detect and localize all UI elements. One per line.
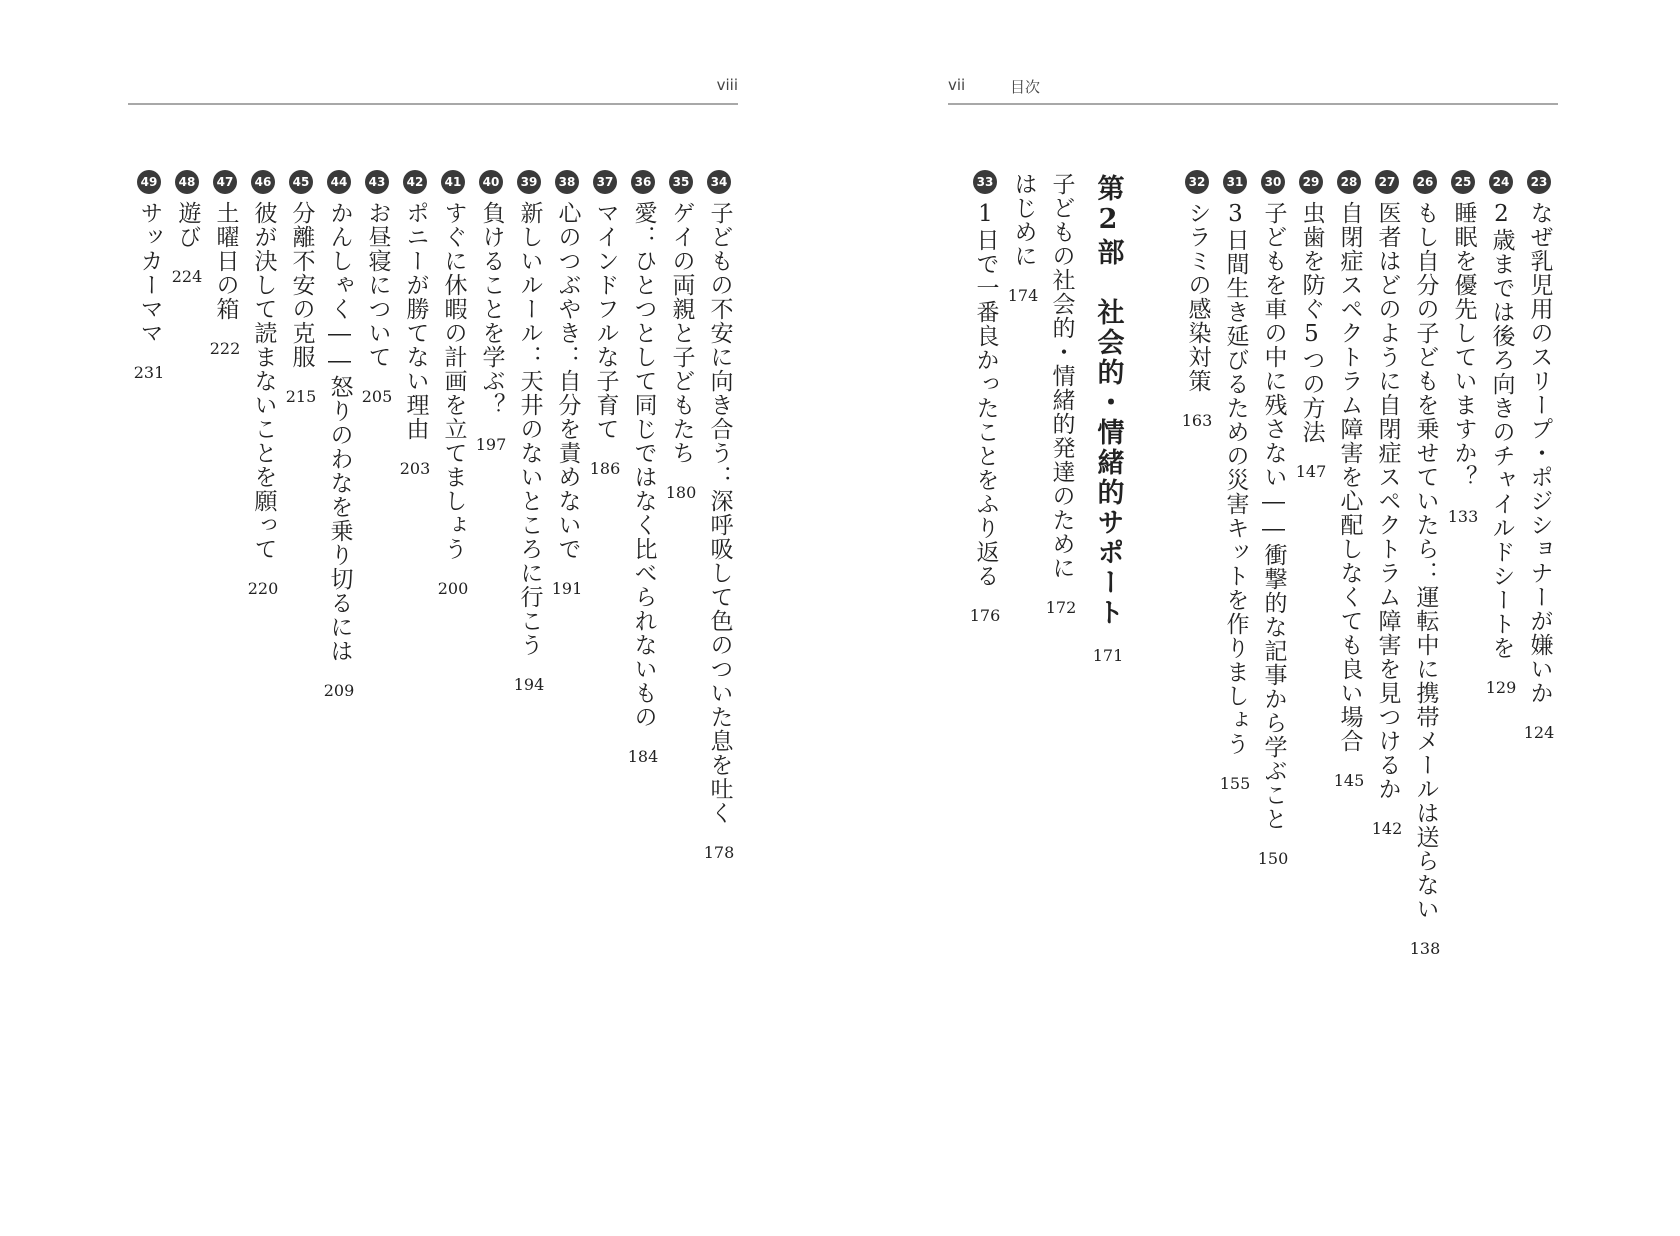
- entry-page: 200: [437, 579, 469, 598]
- toc-entry: [282, 170, 320, 862]
- entry-title: 自閉症スペクトラム障害を心配しなくても良い場合: [1336, 201, 1363, 753]
- entry-title: 虫歯を防ぐ5つの方法: [1298, 201, 1325, 444]
- entry-page: 197: [475, 435, 507, 454]
- entry-page: 209: [323, 681, 355, 700]
- chapter-number-badge: 49: [137, 170, 161, 194]
- left-page-header: [128, 76, 738, 100]
- chapter-number-badge: 35: [669, 170, 693, 194]
- entry-page: 124: [1523, 723, 1555, 742]
- entry-title: もし自分の子どもを乗せていたら：運転中に携帯メールは送らない: [1412, 201, 1439, 921]
- entry-page: 184: [627, 747, 659, 766]
- toc-entry: [548, 170, 586, 862]
- toc-entry: [1254, 170, 1292, 958]
- chapter-number-badge: 41: [441, 170, 465, 194]
- toc-entry: [1292, 170, 1330, 958]
- entry-page: 147: [1295, 462, 1327, 481]
- chapter-number-badge: 45: [289, 170, 313, 194]
- chapter-number-badge: 44: [327, 170, 351, 194]
- chapter-number-badge: 24: [1489, 170, 1513, 194]
- toc-entry: [244, 170, 282, 862]
- entry-title: 土曜日の箱: [212, 201, 239, 321]
- toc-entry: [1482, 170, 1520, 958]
- chapter-number-badge: 36: [631, 170, 655, 194]
- toc-entry: [700, 170, 738, 862]
- toc-entry: [1330, 170, 1368, 958]
- entry-title: 子どもの社会的・情緒的発達のために: [1048, 172, 1075, 580]
- entry-title: 分離不安の克服: [288, 201, 315, 369]
- entry-page: 133: [1447, 507, 1479, 526]
- entry-title: 睡眠を優先していますか？: [1450, 201, 1477, 489]
- entry-title: 負けることを学ぶ？: [478, 201, 505, 417]
- entry-page: 142: [1371, 819, 1403, 838]
- chapter-number-badge: 27: [1375, 170, 1399, 194]
- right-page: [840, 0, 1680, 1236]
- chapter-number-badge: 23: [1527, 170, 1551, 194]
- entry-page: 205: [361, 387, 393, 406]
- entry-title: かんしゃく――怒りのわなを乗り切るには: [326, 201, 353, 663]
- entry-page: 194: [513, 675, 545, 694]
- right-page-header: [948, 76, 1558, 100]
- chapter-number-badge: 30: [1261, 170, 1285, 194]
- toc-entry: [1406, 170, 1444, 958]
- entry-title: 新しいルール：天井のないところに行こう: [516, 201, 543, 657]
- entry-page: 222: [209, 339, 241, 358]
- entry-title: マインドフルな子育て: [592, 201, 619, 441]
- entry-title: 2歳までは後ろ向きのチャイルドシートを: [1488, 201, 1515, 660]
- entry-page: 129: [1485, 678, 1517, 697]
- entry-title: 心のつぶやき：自分を責めないで: [554, 201, 581, 561]
- entry-page: 191: [551, 579, 583, 598]
- toc-entry: [1444, 170, 1482, 958]
- entry-title: すぐに休暇の計画を立てましょう: [440, 201, 467, 561]
- entry-page: 150: [1257, 849, 1289, 868]
- entry-page: 220: [247, 579, 279, 598]
- entry-page: 186: [589, 459, 621, 478]
- chapter-number-badge: 48: [175, 170, 199, 194]
- page-number: viii: [716, 76, 738, 94]
- chapter-number-badge: 39: [517, 170, 541, 194]
- entry-title: 愛：ひとつとして同じではなく比べられないもの: [630, 201, 657, 729]
- part-page: 171: [1092, 646, 1124, 665]
- entry-title: 1日で一番良かったことをふり返る: [972, 201, 999, 588]
- toc-entry: [1368, 170, 1406, 958]
- chapter-number-badge: 37: [593, 170, 617, 194]
- entry-page: 231: [133, 363, 165, 382]
- toc-list: [130, 170, 738, 862]
- entry-page: 180: [665, 483, 697, 502]
- entry-page: 224: [171, 267, 203, 286]
- chapter-number-badge: 38: [555, 170, 579, 194]
- entry-page: 145: [1333, 771, 1365, 790]
- entry-title: ゲイの両親と子どもたち: [668, 201, 695, 465]
- chapter-number-badge: 32: [1185, 170, 1209, 194]
- part-title: 第2部 社会的・情緒的サポート: [1092, 174, 1124, 628]
- toc-list: [966, 170, 1558, 958]
- toc-entry: [662, 170, 700, 862]
- part-heading: [1080, 170, 1136, 958]
- entry-page: 163: [1181, 411, 1213, 430]
- entry-title: サッカーママ: [136, 201, 163, 345]
- entry-title: シラミの感染対策: [1184, 201, 1211, 393]
- toc-entry: [434, 170, 472, 862]
- entry-title: ポニーが勝てない理由: [402, 201, 429, 441]
- chapter-number-badge: 47: [213, 170, 237, 194]
- toc-entry-intro: [1042, 170, 1080, 958]
- running-title: 目次: [1010, 78, 1041, 96]
- toc-entry: [1520, 170, 1558, 958]
- chapter-number-badge: 26: [1413, 170, 1437, 194]
- toc-entry: [966, 170, 1004, 958]
- entry-page: 203: [399, 459, 431, 478]
- section-gap: [1136, 170, 1178, 958]
- chapter-number-badge: 33: [973, 170, 997, 194]
- chapter-number-badge: 34: [707, 170, 731, 194]
- chapter-number-badge: 29: [1299, 170, 1323, 194]
- entry-page: 172: [1045, 598, 1077, 617]
- toc-entry: [510, 170, 548, 862]
- entry-title: 3日間生き延びるための災害キットを作りましょう: [1222, 201, 1249, 756]
- entry-page: 138: [1409, 939, 1441, 958]
- header-rule: [128, 103, 738, 105]
- toc-entry: [586, 170, 624, 862]
- entry-page: 215: [285, 387, 317, 406]
- chapter-number-badge: 31: [1223, 170, 1247, 194]
- toc-entry: [396, 170, 434, 862]
- chapter-number-badge: 40: [479, 170, 503, 194]
- entry-title: 子どもの不安に向き合う：深呼吸して色のついた息を吐く: [706, 201, 733, 825]
- entry-title: 遊び: [174, 201, 201, 249]
- toc-entry: [1216, 170, 1254, 958]
- entry-title: 子どもを車の中に残さない――衝撃的な記事から学ぶこと: [1260, 201, 1287, 831]
- toc-entry: [320, 170, 358, 862]
- entry-title: なぜ乳児用のスリープ・ポジショナーが嫌いか: [1526, 201, 1553, 705]
- entry-page: 155: [1219, 774, 1251, 793]
- entry-page: 174: [1007, 286, 1039, 305]
- toc-entry: [206, 170, 244, 862]
- toc-entry: [624, 170, 662, 862]
- page-number: vii: [948, 76, 966, 94]
- toc-entry: [168, 170, 206, 862]
- entry-page: 176: [969, 606, 1001, 625]
- toc-entry: [1178, 170, 1216, 958]
- chapter-number-badge: 28: [1337, 170, 1361, 194]
- entry-title: はじめに: [1010, 172, 1037, 268]
- toc-entry: [472, 170, 510, 862]
- entry-title: 医者はどのように自閉症スペクトラム障害を見つけるか: [1374, 201, 1401, 801]
- chapter-number-badge: 25: [1451, 170, 1475, 194]
- chapter-number-badge: 46: [251, 170, 275, 194]
- entry-title: 彼が決して読まないことを願って: [250, 201, 277, 561]
- chapter-number-badge: 43: [365, 170, 389, 194]
- toc-entry: [358, 170, 396, 862]
- toc-entry-intro: [1004, 170, 1042, 958]
- header-rule: [948, 103, 1558, 105]
- chapter-number-badge: 42: [403, 170, 427, 194]
- toc-entry: [130, 170, 168, 862]
- entry-title: お昼寝について: [364, 201, 391, 369]
- entry-page: 178: [703, 843, 735, 862]
